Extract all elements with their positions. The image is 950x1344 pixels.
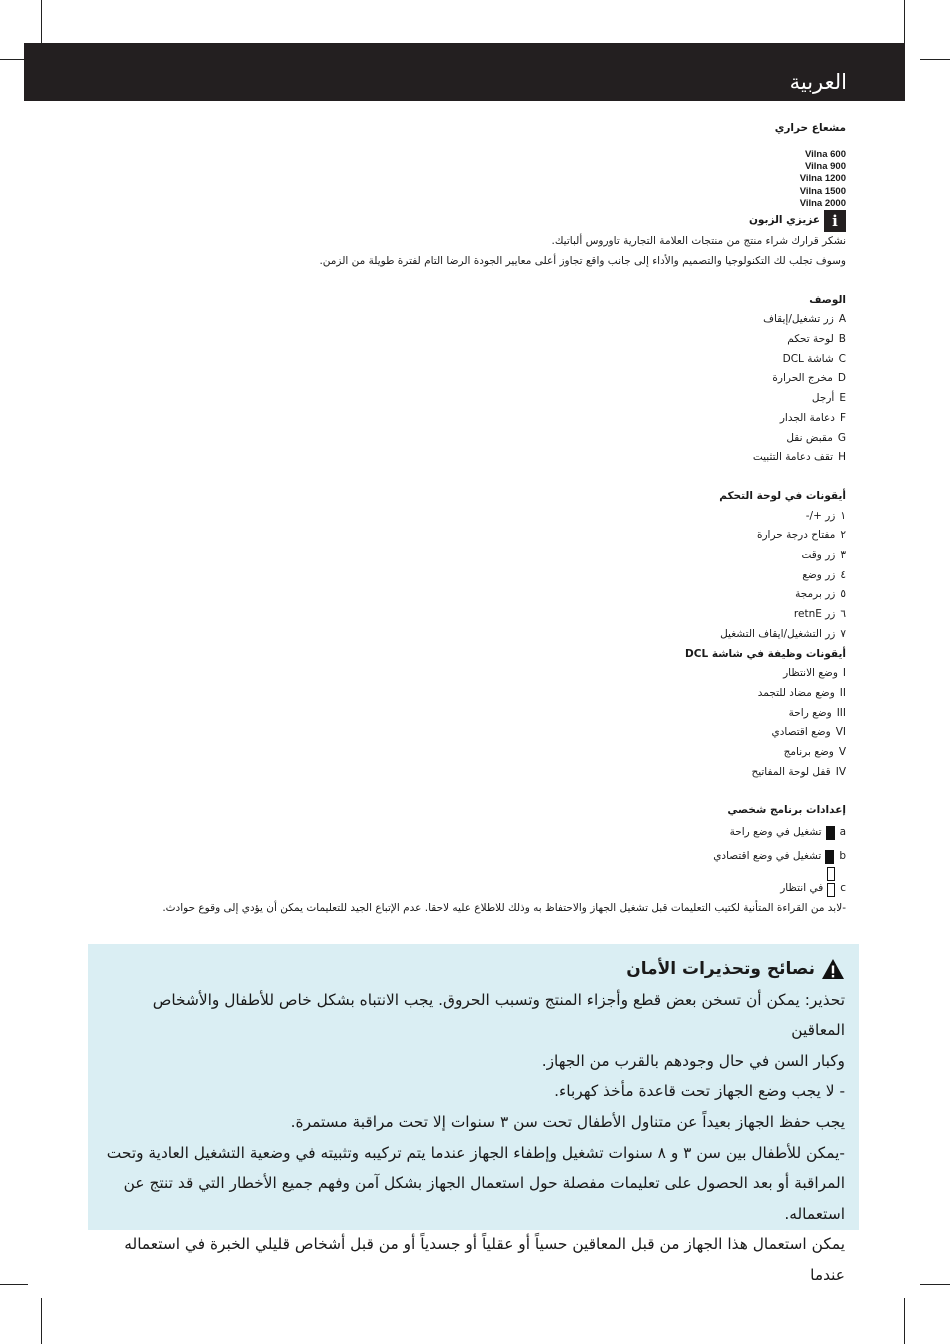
- list-item: II وضع مضاد للتجمد: [757, 686, 846, 699]
- list-item: D مخرج الحرارة: [772, 372, 846, 385]
- list-item: IV قفل لوحة المفاتيح: [751, 765, 846, 778]
- safety-line: استعماله.: [784, 1204, 845, 1223]
- comfort-mode-square-icon: [826, 826, 835, 840]
- intro-heading: عزيزي الزبون: [748, 214, 820, 227]
- model-item: Vilna 1500: [799, 185, 846, 197]
- list-item: ٢ مفتاح درجة حرارة: [756, 529, 846, 542]
- crop-mark: [920, 59, 950, 60]
- model-list: [86, 149, 846, 210]
- safety-line: وكبار السن في حال وجودهم بالقرب من الجهاز.: [541, 1051, 845, 1070]
- model-item: Vilna 600: [804, 148, 846, 160]
- safety-title: نصائح وتحذيرات الأمان: [626, 959, 815, 979]
- program-list: [86, 821, 846, 899]
- list-item: ١ زر +/-: [805, 509, 846, 522]
- list-item: B لوحة تحكم: [787, 333, 846, 345]
- description-list: [86, 310, 846, 468]
- crop-mark: [41, 1298, 42, 1344]
- lcd-icons-list: [86, 664, 846, 782]
- list-item: F دعامة الجدار: [779, 411, 846, 424]
- lcd-icons-heading: أيقونات وظيفة في شاشة DCL: [685, 647, 846, 660]
- language-title: العربية: [789, 70, 847, 94]
- safety-line: - لا يجب وضع الجهاز تحت قاعدة مأخذ كهرباء.: [554, 1082, 845, 1101]
- crop-mark: [904, 1298, 905, 1344]
- language-header: [24, 43, 905, 101]
- list-item: c في انتظار: [86, 869, 846, 899]
- list-item: I وضع الانتظار: [783, 667, 846, 680]
- safety-warnings-box: [88, 944, 859, 1284]
- model-item: Vilna 900: [804, 161, 846, 172]
- list-item: G مقبض نقل: [786, 431, 846, 444]
- crop-mark: [41, 0, 42, 44]
- crop-mark: [904, 0, 905, 44]
- model-item: Vilna 2000: [799, 197, 846, 209]
- list-item: ٥ زر برمجة: [795, 588, 846, 601]
- warning-triangle-icon: [821, 958, 845, 980]
- safety-line: يمكن استعمال هذا الجهاز من قبل المعاقين حسياً أو عقلياً أو جسدياً أو من قبل أشخاص قليلي الخبرة في استعماله عندما: [124, 1235, 845, 1284]
- list-item: VI وضع اقتصادي: [771, 726, 846, 739]
- list-item: a تشغيل في وضع راحة: [729, 826, 846, 839]
- list-item: H تقف دعامة التثبيت: [752, 451, 846, 464]
- safety-title-row: [100, 954, 845, 985]
- list-item: E أرجل: [811, 392, 846, 405]
- intro-line: وسوف تجلب لك التكنولوجيا والتصميم والأداء إلى جانب واقع تجاوز أعلى معايير الجودة الرضا التام لفترة طويلة من الزمن.: [319, 254, 846, 267]
- program-heading: إعدادات برنامج شخصي: [727, 804, 846, 817]
- list-item: V وضع برنامج: [783, 746, 846, 759]
- list-item: A زر تشغيل/إيقاف: [763, 313, 846, 326]
- panel-icons-list: [86, 507, 846, 645]
- list-item: ٣ زر وقت: [801, 549, 846, 562]
- intro-heading-row: [86, 210, 846, 232]
- list-item: III وضع راحة: [788, 706, 846, 719]
- crop-mark: [0, 1284, 28, 1285]
- standby-square-icon: [827, 867, 835, 899]
- crop-mark: [920, 1284, 950, 1285]
- list-item: b تشغيل في وضع اقتصادي: [713, 850, 846, 863]
- eco-mode-square-icon: [825, 850, 834, 864]
- safety-line: المراقبة أو بعد الحصول على تعليمات مفصلة حول استعمال الجهاز بشكل آمن وفهم جميع الأخطار التي قد تنتج عن: [123, 1174, 845, 1193]
- panel-icons-heading: أيقونات في لوحة التحكم: [719, 489, 846, 502]
- list-item: C شاشة DCL: [782, 352, 846, 365]
- safety-line: تحذير: يمكن أن تسخن بعض قطع وأجزاء المنتج وتسبب الحروق. يجب الانتباه بشكل خاص للأطفال والأشخاص المعاقين: [152, 990, 845, 1040]
- product-name: مشعاع حراري: [774, 122, 846, 134]
- list-item: ٧ زر التشغيل/ايقاف التشغيل: [720, 627, 846, 640]
- info-icon: i: [824, 210, 846, 232]
- document-body: [86, 119, 846, 919]
- safety-line: -يمكن للأطفال بين سن ٣ و ٨ سنوات تشغيل وإطفاء الجهاز عندما يتم تركيبه وتثبيته في وضعية التشغيل العادية وتحت: [106, 1143, 845, 1162]
- description-heading: الوصف: [809, 293, 846, 306]
- program-note: -لابد من القراءة المتأنية لكتيب التعليمات قبل تشغيل الجهاز والاحتفاظ به وذلك للاطلاع عليه لاحقا. عدم الإتباع الجيد للتعليمات يمكن أن يؤدي إلى وقوع حوادث.: [162, 902, 846, 915]
- intro-line: نشكر قرارك شراء منتج من منتجات العلامة التجارية تاوروس ألباتيك.: [551, 235, 846, 248]
- model-item: Vilna 1200: [799, 173, 846, 185]
- list-item: ٦ زر retnE: [793, 608, 846, 621]
- safety-line: يجب حفظ الجهاز بعيداً عن متناول الأطفال تحت سن ٣ سنوات إلا تحت مراقبة مستمرة.: [290, 1112, 845, 1131]
- list-item: ٤ زر وضع: [802, 568, 846, 581]
